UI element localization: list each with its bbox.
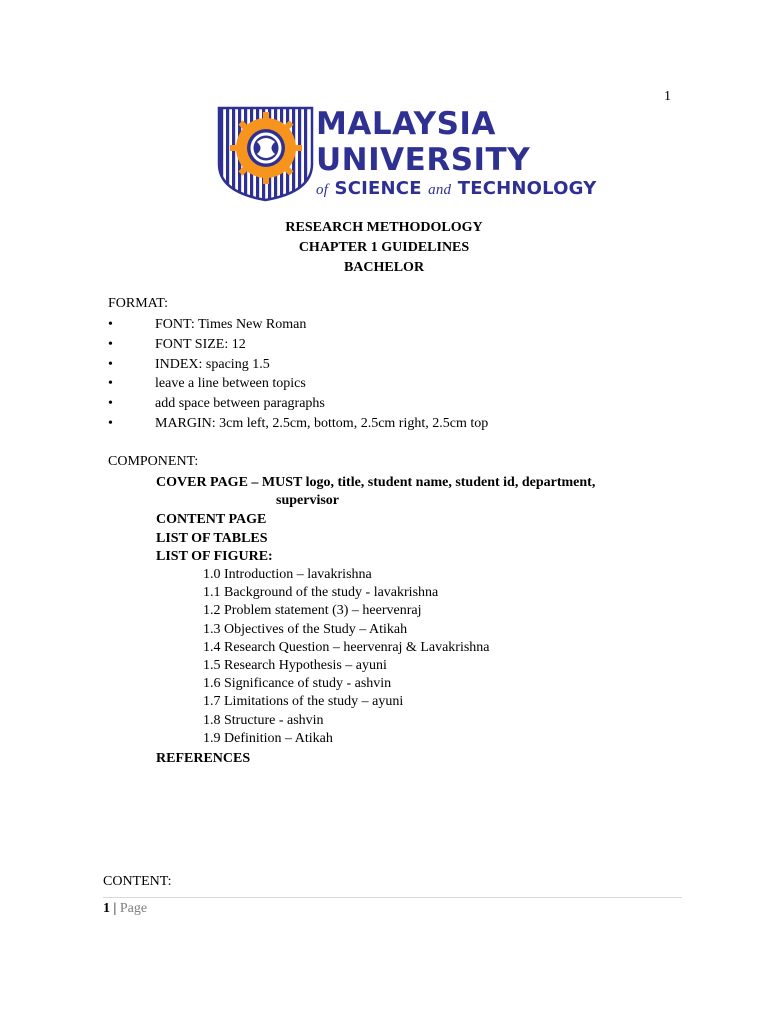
footer-page-number: 1: [103, 901, 110, 916]
list-of-figure-item: LIST OF FIGURE:: [156, 549, 273, 564]
list-item-text: add space between paragraphs: [155, 396, 325, 412]
format-list: [108, 315, 488, 434]
bullet: •: [108, 317, 113, 332]
section-item: 1.2 Problem statement (3) – heervenraj: [203, 603, 422, 619]
bullet: •: [108, 376, 113, 392]
footer-separator: |: [113, 901, 117, 916]
bullet: •: [108, 396, 113, 412]
section-list: [203, 566, 490, 748]
references-item: REFERENCES: [156, 751, 251, 766]
title-line-1: RESEARCH METHODOLOGY: [285, 220, 483, 235]
logo-text-science-technology: [316, 178, 597, 199]
logo-text-and: and: [428, 182, 452, 198]
list-item: [108, 414, 488, 434]
list-item-text: FONT: Times New Roman: [155, 317, 307, 332]
page-footer: [103, 901, 147, 917]
component-heading: COMPONENT:: [108, 454, 199, 469]
section-item: 1.9 Definition – Atikah: [203, 730, 333, 746]
list-item: [108, 315, 488, 335]
list-item: [108, 374, 488, 394]
section-item: 1.8 Structure - ashvin: [203, 712, 324, 728]
section-item: 1.3 Objectives of the Study – Atikah: [203, 621, 408, 637]
list-item: [108, 355, 488, 375]
list-item-text: INDEX: spacing 1.5: [155, 356, 270, 372]
document-title: [0, 218, 768, 278]
section-item: 1.5 Research Hypothesis – ayuni: [203, 658, 387, 674]
section-item: 1.7 Limitations of the study – ayuni: [203, 694, 404, 710]
logo-text-of: of: [316, 182, 329, 198]
list-item-text: leave a line between topics: [155, 376, 306, 392]
section-item: 1.1 Background of the study - lavakrishna: [203, 585, 439, 601]
footer-page-word: Page: [119, 901, 148, 916]
list-item: [108, 394, 488, 414]
logo-text-technology: TECHNOLOGY: [457, 178, 597, 199]
cover-page-line-1: COVER PAGE – MUST logo, title, student name, student id, department,: [156, 475, 596, 490]
logo-text-university: UNIVERSITY: [316, 142, 531, 178]
section-item: 1.6 Significance of study - ashvin: [203, 676, 392, 692]
list-item-text: FONT SIZE: 12: [155, 336, 246, 352]
list-item: [108, 335, 488, 355]
logo-text-malaysia: MALAYSIA: [316, 106, 496, 142]
format-heading: FORMAT:: [108, 296, 168, 311]
section-item: 1.0 Introduction – lavakrishna: [203, 567, 372, 582]
bullet: •: [108, 356, 113, 372]
bullet: •: [108, 336, 113, 352]
logo-text-science: SCIENCE: [334, 178, 422, 199]
section-item: 1.4 Research Question – heervenraj & Lavakrishna: [203, 639, 490, 655]
bullet: •: [108, 415, 113, 431]
cover-page-line-2: supervisor: [276, 493, 339, 508]
content-page-item: CONTENT PAGE: [156, 512, 267, 527]
header-page-number: 1: [664, 89, 671, 104]
title-line-3: BACHELOR: [343, 260, 425, 275]
footer-divider: [103, 897, 682, 898]
list-of-tables-item: LIST OF TABLES: [156, 531, 268, 546]
content-label: CONTENT:: [103, 874, 172, 889]
title-line-2: CHAPTER 1 GUIDELINES: [298, 240, 470, 255]
list-item-text: MARGIN: 3cm left, 2.5cm, bottom, 2.5cm right, 2.5cm top: [155, 415, 489, 431]
